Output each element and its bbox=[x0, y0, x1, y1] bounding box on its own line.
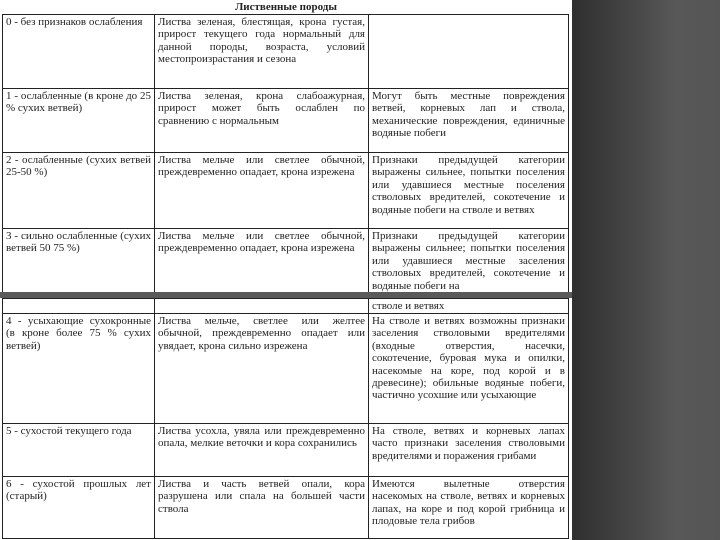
damage-cell: Имеются вылетные отверстия насекомых на стволе, ветвях и корневых лапах, на коре и под корой грибница и плодовые тела грибов bbox=[369, 477, 569, 539]
continued-text-cell: стволе и ветвях bbox=[369, 299, 569, 314]
table-row-continuation bbox=[3, 299, 569, 314]
table-row bbox=[3, 15, 569, 89]
category-cell: 2 - ослабленные (сухих ветвей 25-50 %) bbox=[3, 153, 155, 229]
leaves-cell: Листва и часть ветвей опали, кора разрушена или спала на большей части ствола bbox=[155, 477, 369, 539]
damage-cell: Признаки предыдущей категории выражены сильнее, попытки поселения или удавшиеся местные поселения стволовых вредителей, сокотечение и водяные побеги на стволе и ветвях bbox=[369, 153, 569, 229]
leaves-cell: Листва мельче или светлее обычной, преждевременно опадает, крона изрежена bbox=[155, 153, 369, 229]
leaves-cell: Листва мельче, светлее или желтее обычной, преждевременно опадает или увядает, крона сильно изрежена bbox=[155, 314, 369, 424]
category-cell: 1 - ослабленные (в кроне до 25 % сухих ветвей) bbox=[3, 89, 155, 153]
table-row bbox=[3, 477, 569, 539]
tree-condition-table-bottom bbox=[2, 298, 569, 539]
tree-condition-table-top bbox=[2, 14, 569, 292]
leaves-cell: Листва зеленая, крона слабоажурная, прирост может быть ослаблен по сравнению с нормальным bbox=[155, 89, 369, 153]
slide-right-background bbox=[572, 0, 720, 540]
leaves-cell: Листва зеленая, блестящая, крона густая, прирост текущего года нормальный для данной породы, возраста, условий местопроизрастания и сезона bbox=[155, 15, 369, 89]
table-row bbox=[3, 89, 569, 153]
damage-cell: Признаки предыдущей категории выражены сильнее; попытки поселения или удавшиеся местные заселения стволовых вредителей, сокотечение и водяные побеги на bbox=[369, 229, 569, 293]
damage-cell: На стволе, ветвях и корневых лапах часто признаки заселения стволовыми вредителями и поражения грибами bbox=[369, 424, 569, 477]
category-cell: 5 - сухостой текущего года bbox=[3, 424, 155, 477]
table-row bbox=[3, 424, 569, 477]
table-header-title: Лиственные породы bbox=[235, 1, 337, 13]
damage-cell: На стволе и ветвях возможны признаки заселения стволовыми вредителями (входные отверстия, насечки, сокотечение, буровая мука и опилки, насекомые на коре, под корой и в древесине); обильные водяные побеги, частично усохшие или усыхающие bbox=[369, 314, 569, 424]
category-cell: 4 - усыхающие сухокронные (в кроне более 75 % сухих ветвей) bbox=[3, 314, 155, 424]
category-cell: 0 - без признаков ослабления bbox=[3, 15, 155, 89]
table-row bbox=[3, 229, 569, 293]
table-row bbox=[3, 314, 569, 424]
category-cell: 6 - сухостой прошлых лет (старый) bbox=[3, 477, 155, 539]
table-page-bottom bbox=[0, 298, 572, 540]
leaves-cell: Листва мельче или светлее обычной, преждевременно опадает, крона изрежена bbox=[155, 229, 369, 293]
table-page-top bbox=[0, 0, 572, 292]
category-cell: 3 - сильно ослабленные (сухих ветвей 50 75 %) bbox=[3, 229, 155, 293]
leaves-cell: Листва усохла, увяла или преждевременно опала, мелкие веточки и кора сохранились bbox=[155, 424, 369, 477]
damage-cell: Могут быть местные повреждения ветвей, корневых лап и ствола, механические повреждения, единичные водяные побеги bbox=[369, 89, 569, 153]
damage-cell bbox=[369, 15, 569, 89]
table-row bbox=[3, 153, 569, 229]
